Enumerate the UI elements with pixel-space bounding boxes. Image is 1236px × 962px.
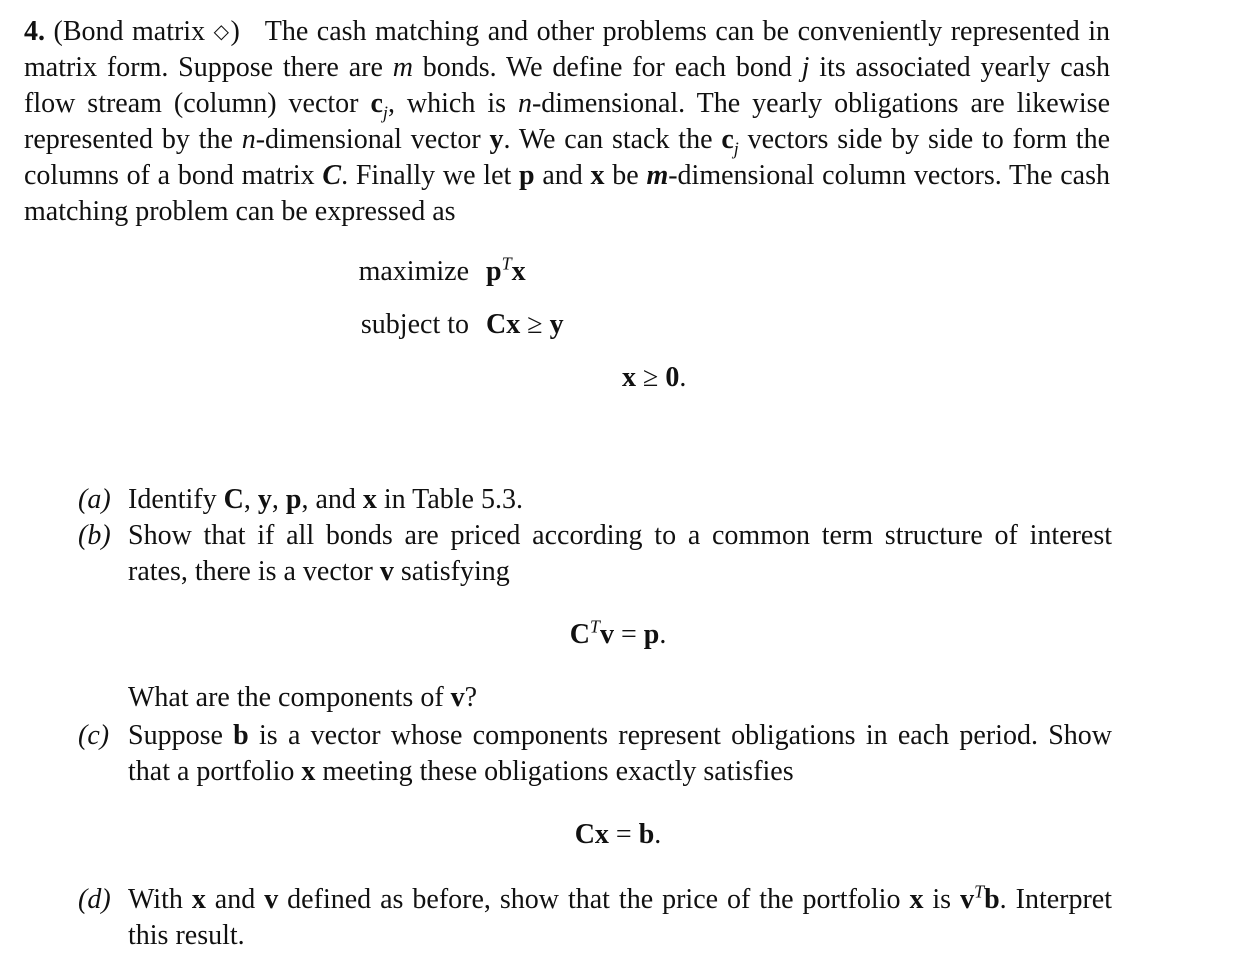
part-c-text: Suppose b is a vector whose components represent obligations in each period. Show that a portfolio x meeting these obligations exactly satisfies (128, 720, 1112, 787)
part-c-label: (c) (78, 720, 110, 751)
part-b-question: What are the components of v? (128, 682, 478, 713)
part-b-label: (b) (78, 520, 111, 551)
part-a-label: (a) (78, 484, 111, 515)
constraint-expression-2: x ≥ 0. (622, 362, 687, 393)
intro-text: The cash matching and other problems can be conveniently represented in matrix form. Suppose there are m bonds. We define for each bond j its associated yearly cash flow stream (column) vector $c_j$, which is n-dimensional. The yearly obligations are likewise represented by the n-dimensional vector y. We can stack the $c_j$ vectors side by side to form the columns of a bond matrix C. Finally we let p and x be m-dimensional column vectors. The cash matching problem can be expressed as (24, 16, 1111, 227)
equation-cx-equals-b: Cx = b. (574, 819, 662, 850)
part-d-text: With x and v defined as before, show that the price of the portfolio x is $v^Tb$. Interpret this result. (128, 881, 1113, 951)
part-b-text: Show that if all bonds are priced according to a common term structure of interest rates, there is a vector v satisfying (128, 520, 1112, 587)
part-d (78, 882, 1112, 954)
part-a-text: Identify C, y, p, and x in Table 5.3. (128, 484, 523, 515)
problem-title: (Bond matrix ◇) (53, 16, 240, 47)
constraint-expression-1: Cx ≥ y (486, 309, 564, 340)
problem-number: 4. (24, 16, 45, 47)
part-b (78, 518, 1112, 590)
part-d-label: (d) (78, 884, 111, 915)
objective-expression: $p^Tx$ (486, 253, 526, 287)
equation-ctv-equals-p: $C^Tv = p$. (569, 616, 667, 650)
part-c (78, 718, 1112, 790)
diamond-icon: ◇ (213, 19, 231, 43)
part-a (78, 482, 1112, 518)
constraint-label: subject to (360, 309, 469, 340)
objective-label: maximize (358, 256, 469, 287)
problem-statement (24, 13, 1110, 230)
